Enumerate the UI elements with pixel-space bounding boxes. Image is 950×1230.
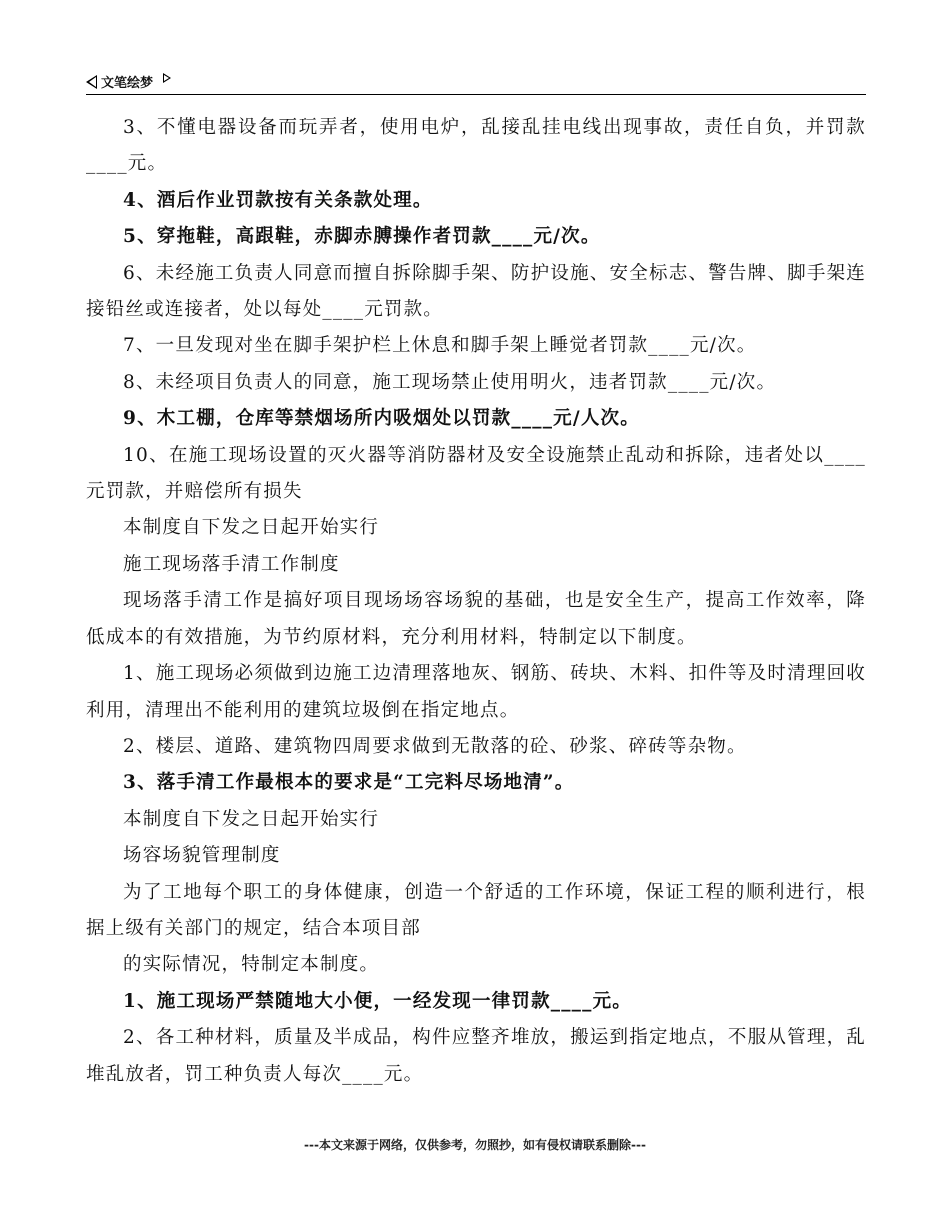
paragraph: 1、施工现场严禁随地大小便，一经发现一律罚款____元。 <box>123 990 632 1012</box>
paragraph: 1、施工现场必须做到边施工边清理落地灰、钢筋、砖块、木料、扣件等及时清理回收利用，清理出不能利用的建筑垃圾倒在指定地点。 <box>86 663 866 721</box>
paragraph: 3、不懂电器设备而玩弄者，使用电炉，乱接乱挂电线出现事故，责任自负，并罚款____元。 <box>86 117 866 175</box>
paragraph: 6、未经施工负责人同意而擅自拆除脚手架、防护设施、安全标志、警告牌、脚手架连接铅丝或连接者，处以每处____元罚款。 <box>86 262 866 321</box>
header-brand-text: 文笔绘梦 <box>101 76 154 91</box>
paragraph: 本制度自下发之日起开始实行 <box>123 517 380 539</box>
paragraph: 10、在施工现场设置的灭火器等消防器材及安全设施禁止乱动和拆除，违者处以____元罚款，并赔偿所有损失 <box>86 444 866 503</box>
paragraph: 施工现场落手清工作制度 <box>123 553 340 575</box>
page-header <box>86 70 866 95</box>
paragraph: 场容场貌管理制度 <box>123 845 281 867</box>
paragraph: 4、酒后作业罚款按有关条款处理。 <box>123 189 433 211</box>
paragraph: 2、楼层、道路、建筑物四周要求做到无散落的砼、砂浆、碎砖等杂物。 <box>123 735 747 757</box>
paragraph: 7、一旦发现对坐在脚手架护栏上休息和脚手架上睡觉者罚款____元/次。 <box>123 335 757 357</box>
document-body <box>86 110 866 1093</box>
paragraph: 现场落手清工作是搞好项目现场场容场貌的基础，也是安全生产，提高工作效率，降低成本的有效措施，为节约原材料，充分利用材料，特制定以下制度。 <box>86 590 866 648</box>
paragraph: 2、各工种材料，质量及半成品，构件应整齐堆放，搬运到指定地点，不服从管理，乱堆乱放者，罚工种负责人每次____元。 <box>86 1027 866 1085</box>
paragraph: 本制度自下发之日起开始实行 <box>123 808 380 830</box>
triangle-left-icon <box>86 75 97 89</box>
paragraph: 5、穿拖鞋，高跟鞋，赤脚赤膊操作者罚款____元/次。 <box>123 226 601 248</box>
paragraph: 8、未经项目负责人的同意，施工现场禁止使用明火，违者罚款____元/次。 <box>123 371 777 393</box>
page-footer: ---本文来源于网络，仅供参考，勿照抄，如有侵权请联系删除--- <box>304 1138 646 1152</box>
paragraph: 的实际情况，特制定本制度。 <box>123 954 380 976</box>
paragraph: 3、落手清工作最根本的要求是“工完料尽场地清”。 <box>123 772 575 794</box>
triangle-right-icon <box>163 73 171 83</box>
header-brand <box>86 72 171 91</box>
paragraph: 9、木工棚，仓库等禁烟场所内吸烟处以罚款____元/人次。 <box>123 408 640 430</box>
paragraph: 为了工地每个职工的身体健康，创造一个舒适的工作环境，保证工程的顺利进行，根据上级有关部门的规定，结合本项目部 <box>86 881 866 939</box>
